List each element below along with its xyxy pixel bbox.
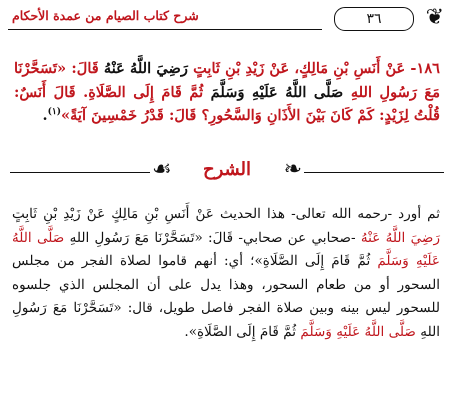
footnote-marker[interactable]: (١)	[47, 107, 61, 118]
book-title: شرح كتاب الصيام من عمدة الأحكام	[12, 8, 199, 23]
header-ornament-icon: ❦	[425, 5, 444, 30]
commentary-part-b: -صحابي عن صحابي- قَالَ: «تَسَحَّرْنَا مَعَ رَسُولِ اللهِ	[69, 229, 356, 246]
section-title: الشرح	[202, 159, 252, 180]
honorific-radiyallahu: رَضِيَ اللَّهُ عَنْهُ	[103, 60, 188, 77]
commentary-part-a: ثم أورد -رحمه الله تعالى- هذا الحديث عَنْ أَنَسِ بْنِ مَالِكٍ عَنْ زَيْدِ بْنِ ثَابِتٍ	[12, 206, 440, 222]
section-divider	[0, 150, 454, 190]
flourish-right-icon: ❧	[283, 157, 302, 182]
hadith-end-mark: .	[42, 107, 48, 124]
header-rule	[8, 29, 322, 30]
divider-line-left	[10, 172, 150, 173]
running-header	[8, 6, 444, 32]
honorific-salawat: صَلَّى اللَّهُ عَلَيْهِ وَسَلَّمَ	[210, 83, 344, 101]
commentary-honorific-2: صَلَّى اللَّهُ عَلَيْهِ وَسَلَّمَ	[12, 229, 440, 269]
commentary-honorific-3: صَلَّى اللَّهُ عَلَيْهِ وَسَلَّمَ	[300, 323, 416, 340]
hadith-part-2: قَالَ: «تَسَحَّرْنَا مَعَ رَسُولِ اللهِ	[14, 60, 441, 101]
page-number: ٣٦	[366, 11, 382, 27]
page-number-badge	[334, 7, 414, 31]
commentary-honorific-1: رَضِيَ اللَّهُ عَنْهُ	[360, 229, 441, 246]
flourish-left-icon: ☙	[152, 157, 172, 182]
commentary-paragraph	[12, 203, 440, 344]
hadith-part-3: ثُمَّ قَامَ إِلَى الصَّلَاةِ. قَالَ أَنَسٌ: قُلْتُ لِزَيْدٍ: كَمْ كَانَ بَيْنَ الأَذَانِ وَالسَّحُورِ؟ قَالَ: قَدْرُ خَمْسِينَ آيَةً»	[14, 83, 440, 124]
commentary-part-d: ثُمَّ قَامَ إِلَى الصَّلَاةِ».	[184, 323, 297, 340]
hadith-opening: ١٨٦- عَنْ أَنَسِ بْنِ مَالِكٍ، عَنْ زَيْدِ بْنِ ثَابِتٍ	[193, 60, 440, 77]
hadith-text	[14, 57, 440, 128]
commentary-part-c: ثُمَّ قَامَ إِلَى الصَّلَاةِ»؛ أي: أنهم قاموا لصلاة الفجر من مجلس السحور أو من طعام السحور، وهذا يدل على أن المجلس الذي جلسوه للسحور ليس بينه وبين صلاة الفجر فاصل طويل، قال: «تَسَحَّرْنَا مَعَ رَسُولِ اللهِ	[12, 253, 440, 340]
